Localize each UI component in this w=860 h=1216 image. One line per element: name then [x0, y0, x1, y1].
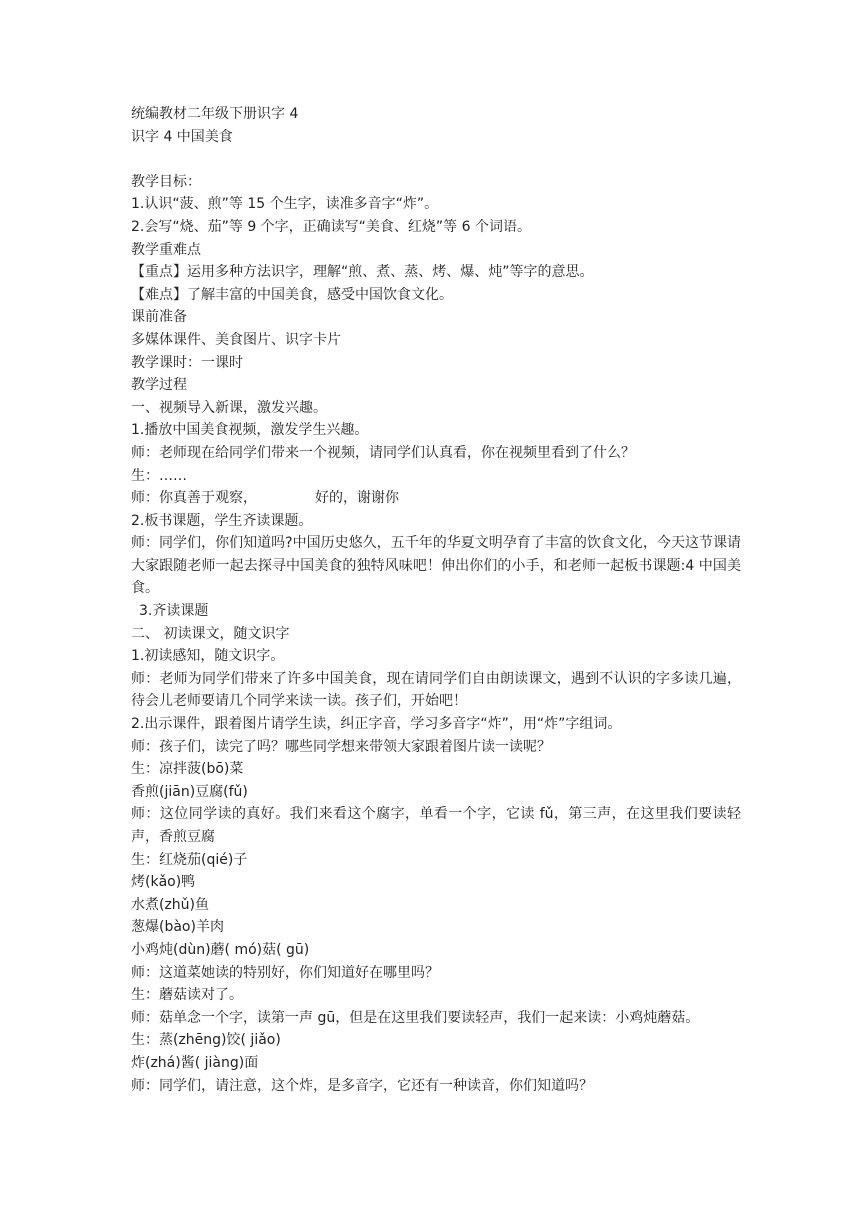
text-line: 2.会写“烧、茄”等 9 个字，正确读写“美食、红烧”等 6 个词语。	[131, 218, 531, 235]
text-line: 教学课时：一课时	[131, 354, 243, 371]
text-line: 课前准备	[131, 309, 187, 326]
text-line: 炸(zhá)酱( jiàng)面	[131, 1054, 259, 1071]
text-line: 水煮(zhǔ)鱼	[131, 896, 210, 913]
text-line: 师：老师现在给同学们带来一个视频，请同学们认真看，你在视频里看到了什么？	[131, 444, 635, 461]
document-body	[131, 103, 741, 1097]
text-line: 【重点】运用多种方法识字，理解“煎、煮、蒸、烤、爆、炖”等字的意思。	[131, 264, 594, 281]
text-line: 2.板书课题，学生齐读课题。	[131, 512, 313, 529]
text-line: 教学过程	[131, 377, 187, 394]
text-line: 生：蘑菇读对了。	[131, 987, 243, 1004]
paragraph-fu: 师：这位同学读的真好。我们来看这个腐字，单看一个字，它读 fǔ，第三声，在这里我们要读轻声，香煎豆腐	[131, 806, 741, 845]
text-line: 2.出示课件，跟着图片请学生读，纠正字音，学习多音字“炸”，用“炸”字组词。	[131, 716, 622, 733]
text-line: 师：这道菜她读的特别好，你们知道好在哪里吗？	[131, 964, 439, 981]
text-line: 师：菇单念一个字，读第一声 gū，但是在这里我们要读轻声，我们一起来读：小鸡炖蘑菇。	[131, 1009, 700, 1026]
blank-line	[131, 148, 741, 171]
text-line: 生：凉拌菠(bō)菜	[131, 761, 244, 778]
text-line: 师：孩子们，读完了吗？哪些同学想来带领大家跟着图片读一读呢？	[131, 738, 551, 755]
text-line: 生：……	[131, 467, 187, 484]
paragraph-history: 师：同学们，你们知道吗?中国历史悠久，五千年的华夏文明孕育了丰富的饮食文化，今天这节课请大家跟随老师一起去探寻中国美食的独特风味吧！伸出你们的小手，和老师一起板书课题:4 中国美食。	[131, 535, 741, 597]
text-line: 葱爆(bào)羊肉	[131, 919, 224, 936]
paragraph-read: 师：老师为同学们带来了许多中国美食，现在请同学们自由朗读课文，遇到不认识的字多读几遍，待会儿老师要请几个同学来读一读。孩子们，开始吧！	[131, 670, 741, 710]
lesson-title: 识字 4 中国美食	[131, 128, 233, 145]
text-line: 3.齐读课题	[139, 603, 209, 620]
text-line: 1.播放中国美食视频，激发学生兴趣。	[131, 422, 369, 439]
text-line: 生：蒸(zhēng)饺( jiǎo)	[131, 1032, 281, 1049]
text-line: 教学重难点	[131, 241, 201, 258]
praise-line	[131, 487, 741, 510]
praise-part2: 好的，谢谢你	[315, 490, 399, 507]
praise-part1: 师：你真善于观察，	[131, 490, 257, 507]
document-header: 统编教材二年级下册识字 4	[131, 106, 299, 122]
text-line: 烤(kǎo)鸭	[131, 874, 196, 891]
text-line: 一、视频导入新课，激发兴趣。	[131, 399, 327, 416]
section-heading: 二、 初读课文，随文识字	[131, 625, 290, 642]
text-line: 1.认识“菠、煎”等 15 个生字，读准多音字“炸”。	[131, 196, 439, 213]
text-line: 多媒体课件、美食图片、识字卡片	[131, 331, 341, 348]
text-line: 师：同学们，请注意，这个炸，是多音字，它还有一种读音，你们知道吗？	[131, 1077, 593, 1094]
text-line: 生：红烧茄(qié)子	[131, 851, 248, 868]
text-line: 香煎(jiān)豆腐(fǔ)	[131, 783, 248, 800]
text-line: 【难点】了解丰富的中国美食，感受中国饮食文化。	[131, 286, 453, 303]
text-line: 教学目标：	[131, 173, 201, 190]
text-line: 小鸡炖(dùn)蘑( mó)菇( gū)	[131, 941, 310, 958]
text-line: 1.初读感知，随文识字。	[131, 648, 285, 665]
